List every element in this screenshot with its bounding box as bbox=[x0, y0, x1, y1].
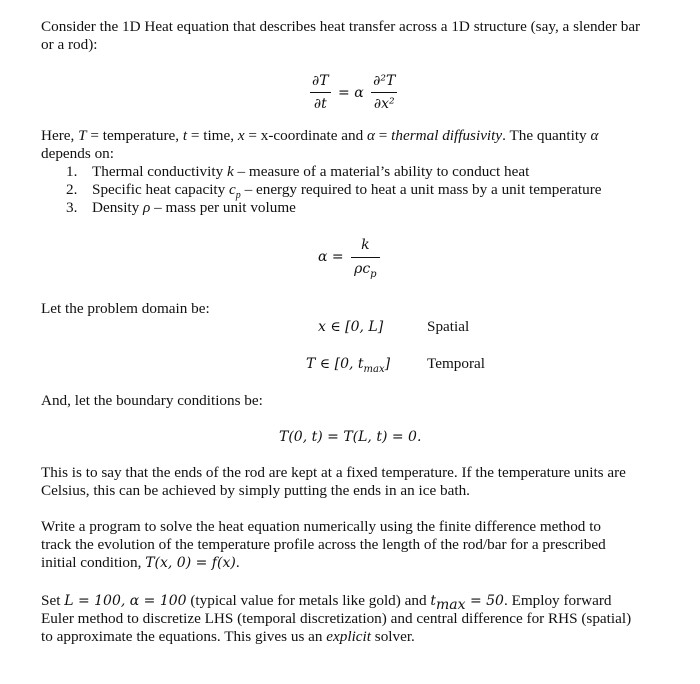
dt-denominator: ∂t bbox=[313, 96, 327, 112]
task-paragraph bbox=[41, 518, 666, 572]
tmax-value: = 50 bbox=[465, 593, 504, 609]
here-text: Here, bbox=[41, 127, 79, 144]
temporal-label: Temporal bbox=[427, 355, 485, 372]
list-description: – energy required to heat a unit mass by a unit temperature bbox=[240, 181, 602, 198]
boundary-equation: T(0, t) = T(L, t) = 0. bbox=[279, 429, 422, 445]
initial-condition-math: T(x, 0) = f(x) bbox=[145, 555, 236, 571]
list-text: Thermal conductivity bbox=[92, 163, 227, 180]
tmax-var: t bbox=[430, 593, 436, 609]
alpha-denominator bbox=[352, 258, 378, 278]
intro-line-1: Consider the 1D Heat equation that describes heat transfer across a 1D structure (say, a slender bar bbox=[41, 18, 641, 35]
heat-equation bbox=[310, 72, 397, 113]
task-line-2: track the evolution of the temperature profile across the length of the rod/bar for a prescribed bbox=[41, 536, 606, 553]
equals-alpha: = α bbox=[338, 84, 364, 101]
alpha-fraction bbox=[351, 236, 379, 278]
list-number: 1. bbox=[66, 163, 78, 180]
dT-dt-fraction bbox=[310, 72, 331, 113]
L-alpha-values: L = 100, α = 100 bbox=[64, 593, 187, 609]
list-item-3 bbox=[66, 199, 666, 217]
list-text: Specific heat capacity bbox=[92, 181, 230, 198]
temp-def: = temperature, bbox=[86, 127, 183, 144]
list-symbol: ρ bbox=[143, 199, 151, 216]
setup-line-3-pre: to approximate the equations. This gives us an bbox=[41, 628, 327, 645]
var-x: x bbox=[237, 127, 245, 144]
definitions-paragraph bbox=[41, 127, 666, 163]
alpha-equation bbox=[318, 236, 380, 278]
typical-text: (typical value for metals like gold) and bbox=[186, 592, 431, 609]
task-line-3-post: . bbox=[235, 554, 240, 571]
dx2-denominator: ∂x² bbox=[373, 96, 395, 112]
employ-text: . Employ forward bbox=[503, 592, 612, 609]
temporal-expr-post: ] bbox=[384, 356, 391, 372]
tmax-sub: max bbox=[435, 597, 466, 614]
thermal-diffusivity-term: thermal diffusivity bbox=[391, 127, 503, 144]
list-description: – measure of a material’s ability to conduct heat bbox=[233, 163, 530, 180]
domain-label: Let the problem domain be: bbox=[41, 300, 210, 317]
task-line-1: Write a program to solve the heat equation numerically using the finite difference method to bbox=[41, 518, 602, 535]
definitions-line-2: depends on: bbox=[41, 145, 114, 162]
alpha-eq: = bbox=[375, 127, 392, 144]
definitions-line-1 bbox=[41, 127, 666, 145]
list-number: 3. bbox=[66, 199, 78, 216]
spatial-expression: x ∈ [0, L] bbox=[318, 319, 384, 335]
property-list bbox=[66, 163, 666, 217]
list-item-2 bbox=[66, 181, 666, 202]
x-def: = x-coordinate and bbox=[244, 127, 368, 144]
spatial-label: Spatial bbox=[427, 318, 470, 335]
task-line-3 bbox=[41, 554, 666, 572]
d2T-numerator: ∂²T bbox=[371, 72, 397, 93]
time-def: = time, bbox=[187, 127, 238, 144]
task-line-3-pre: initial condition, bbox=[41, 554, 146, 571]
var-alpha: α bbox=[367, 127, 375, 144]
tmax-subscript: max bbox=[363, 363, 385, 375]
setup-line-3 bbox=[41, 628, 666, 646]
list-number: 2. bbox=[66, 181, 78, 198]
intro-paragraph bbox=[41, 18, 666, 54]
list-text: Density bbox=[92, 199, 144, 216]
alpha-lhs: α = bbox=[318, 249, 344, 265]
explanation-paragraph bbox=[41, 464, 666, 500]
d2T-dx2-fraction bbox=[371, 72, 397, 113]
var-t: t bbox=[182, 127, 188, 144]
list-symbol-subscript: p bbox=[235, 190, 241, 202]
alpha-numerator: k bbox=[351, 236, 379, 258]
var-alpha-2: α bbox=[590, 127, 599, 144]
setup-line-3-post: solver. bbox=[370, 628, 415, 645]
explanation-line-1: This is to say that the ends of the rod are kept at a fixed temperature. If the temperature units are bbox=[41, 464, 626, 481]
explanation-line-2: Celsius, this can be achieved by simply putting the ends in an ice bath. bbox=[41, 482, 470, 499]
var-T: T bbox=[78, 127, 87, 144]
explicit-term: explicit bbox=[326, 628, 371, 645]
list-item-1 bbox=[66, 163, 666, 181]
setup-line-2: Euler method to discretize LHS (temporal discretization) and central difference for RHS (spatial) bbox=[41, 610, 632, 627]
set-text: Set bbox=[41, 592, 65, 609]
p-subscript: p bbox=[370, 268, 377, 280]
intro-line-2: or a rod): bbox=[41, 36, 98, 53]
list-symbol: c bbox=[229, 181, 236, 198]
quantity-text: . The quantity bbox=[502, 127, 591, 144]
setup-line-1 bbox=[41, 592, 666, 614]
dT-numerator: ∂T bbox=[310, 72, 331, 93]
rho-c: ρc bbox=[354, 261, 371, 277]
temporal-expr-pre: T ∈ [0, t bbox=[306, 356, 364, 372]
list-symbol: k bbox=[226, 163, 234, 180]
list-description: – mass per unit volume bbox=[150, 199, 296, 216]
setup-paragraph bbox=[41, 592, 666, 646]
temporal-expression bbox=[306, 355, 390, 373]
boundary-label: And, let the boundary conditions be: bbox=[41, 392, 263, 409]
